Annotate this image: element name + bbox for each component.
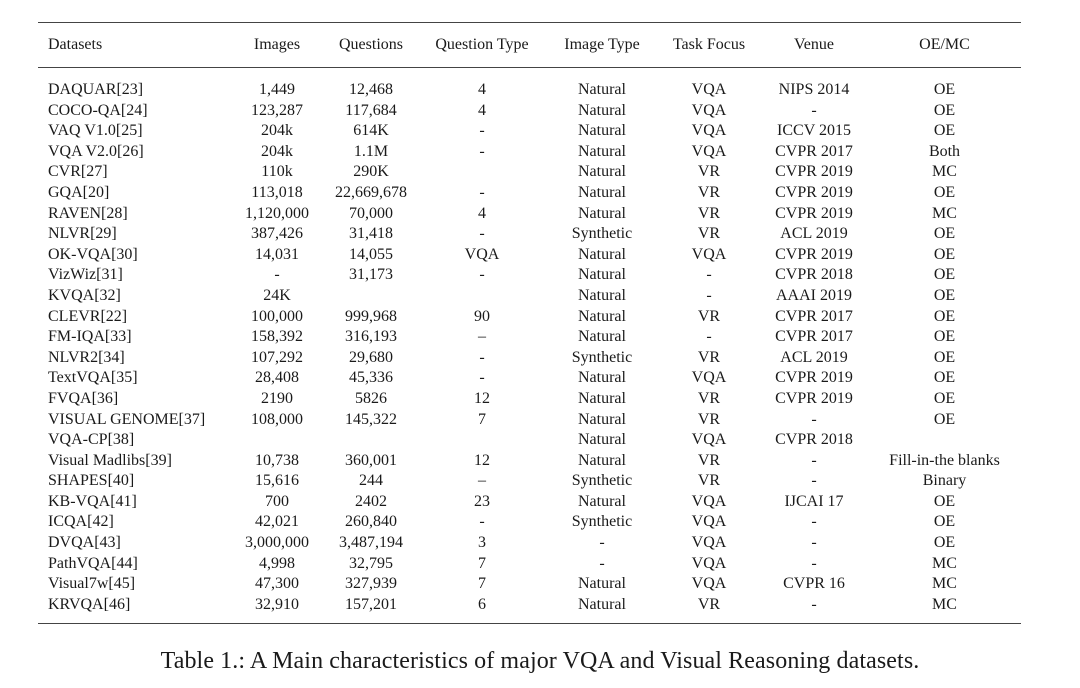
table-cell (868, 430, 1021, 451)
table-cell: 4 (478, 81, 486, 98)
table-cell: - (479, 225, 485, 243)
table-cell: VR (697, 183, 721, 201)
table-row (38, 574, 1021, 595)
table-cell: Natural (578, 410, 626, 428)
table-cell: - (479, 513, 485, 531)
table-row (38, 121, 1021, 142)
table-cell: OE (933, 348, 956, 366)
table-cell: CVPR 2019 (775, 183, 853, 201)
table-cell: Synthetic (571, 513, 633, 531)
table-cell: VAQ V1.0[25] (48, 122, 143, 140)
table-cell: DVQA[43] (48, 534, 121, 552)
table-body (38, 68, 1021, 624)
table-cell: Natural (578, 286, 626, 304)
table-row (38, 224, 1021, 245)
table-cell: 23 (474, 492, 490, 510)
table-cell: 2190 (261, 389, 293, 407)
table-cell: CVPR 2019 (775, 163, 853, 181)
table-cell: Natural (578, 204, 626, 222)
table-row (38, 348, 1021, 369)
table-cell: VQA (691, 142, 727, 160)
column-header: Image Type (564, 36, 640, 53)
table-row (38, 368, 1021, 389)
table-cell: - (274, 266, 280, 284)
table-cell: MC (932, 575, 957, 593)
table-row (38, 471, 1021, 492)
table-cell: - (479, 122, 485, 140)
table-cell: Natural (578, 245, 626, 263)
table-cell: Natural (578, 307, 626, 325)
table-cell: 1.1M (353, 142, 389, 160)
table-cell: 260,840 (345, 513, 397, 531)
table-cell: 6 (478, 595, 486, 613)
column-header: Questions (339, 36, 403, 53)
table-cell: ICCV 2015 (777, 122, 851, 140)
table-cell: Natural (578, 451, 626, 469)
table-cell: 22,669,678 (335, 183, 407, 201)
table-cell: AAAI 2019 (776, 286, 852, 304)
table-cell: Visual7w[45] (48, 575, 136, 593)
table-cell: VR (697, 451, 721, 469)
table-cell: OE (933, 389, 956, 407)
table-cell: 7 (478, 575, 486, 593)
table-row (38, 204, 1021, 225)
table-row (38, 389, 1021, 410)
table-cell: Visual Madlibs[39] (48, 451, 172, 469)
table-cell: CVPR 16 (783, 575, 845, 593)
table-cell: VQA (691, 245, 727, 263)
table-cell: Synthetic (571, 472, 633, 490)
table-cell: 7 (478, 410, 486, 428)
table-cell: 29,680 (349, 348, 393, 366)
table-row (38, 533, 1021, 554)
table-cell: CVPR 2019 (775, 369, 853, 387)
table-cell: RAVEN[28] (48, 204, 128, 222)
table-cell: 204k (261, 142, 293, 160)
table-cell: 387,426 (251, 225, 303, 243)
table-cell: 42,021 (255, 513, 299, 531)
table-header-row (38, 23, 1021, 68)
table-cell: 12,468 (349, 81, 393, 98)
table-cell: VizWiz[31] (48, 266, 123, 284)
table-cell: Natural (578, 575, 626, 593)
table-cell: CVR[27] (48, 163, 108, 181)
table-cell: - (479, 369, 485, 387)
table-cell: - (599, 554, 605, 572)
table-cell: - (811, 101, 817, 119)
table-cell: 70,000 (349, 204, 393, 222)
table-cell: VQA (691, 369, 727, 387)
table-row (38, 554, 1021, 575)
table-cell: 15,616 (255, 472, 299, 490)
table-cell: VQA (691, 554, 727, 572)
table-cell: VQA (691, 575, 727, 593)
column-header: Venue (794, 36, 834, 53)
table-cell: CVPR 2017 (775, 307, 853, 325)
table-cell: 204k (261, 122, 293, 140)
table-cell: 12 (474, 389, 490, 407)
table-row (38, 286, 1021, 307)
table-cell: FVQA[36] (48, 389, 119, 407)
table-cell: Natural (578, 122, 626, 140)
table-cell: OE (933, 513, 956, 531)
table-cell: NIPS 2014 (778, 81, 850, 98)
table-cell: MC (932, 204, 957, 222)
table-cell: OE (933, 286, 956, 304)
table-row (38, 410, 1021, 431)
table-cell: Natural (578, 266, 626, 284)
table-cell: CVPR 2018 (775, 431, 853, 449)
table-cell: 360,001 (345, 451, 397, 469)
table-cell (230, 430, 324, 451)
table-cell: OE (933, 307, 956, 325)
table-cell: - (479, 142, 485, 160)
table-caption: Table 1.: A Main characteristics of major VQA and Visual Reasoning datasets. (160, 648, 920, 674)
table-cell: - (811, 534, 817, 552)
table-cell: 1,449 (259, 81, 295, 98)
column-header: Task Focus (672, 36, 746, 53)
table-cell: OE (933, 410, 956, 428)
table-cell: KVQA[32] (48, 286, 121, 304)
table-cell: VQA (691, 81, 727, 98)
table-cell: 90 (474, 307, 490, 325)
table-cell: VR (697, 348, 721, 366)
table-cell: CVPR 2018 (775, 266, 853, 284)
table-row (38, 327, 1021, 348)
table-cell: 4 (478, 204, 486, 222)
table-cell: 7 (478, 554, 486, 572)
table-cell: 3,487,194 (339, 534, 403, 552)
table-cell: VR (697, 410, 721, 428)
table-cell: - (479, 266, 485, 284)
table-row (38, 307, 1021, 328)
table-cell: COCO-QA[24] (48, 101, 148, 119)
table-cell: 4 (478, 101, 486, 119)
column-header: Question Type (435, 36, 529, 53)
table-row (38, 162, 1021, 183)
table-cell (418, 430, 546, 451)
table-cell: KB-VQA[41] (48, 492, 137, 510)
table-cell: OK-VQA[30] (48, 245, 138, 263)
table-cell: VQA (691, 101, 727, 119)
table-cell: 117,684 (345, 101, 397, 119)
table-cell: 2402 (355, 492, 387, 510)
table-cell: OE (933, 122, 956, 140)
table-cell: 28,408 (255, 369, 299, 387)
table-cell: ACL 2019 (780, 348, 848, 366)
table-cell: 3,000,000 (245, 534, 309, 552)
table-cell: - (811, 554, 817, 572)
table-cell: 327,939 (345, 575, 397, 593)
table-cell: Natural (578, 81, 626, 98)
table-cell: FM-IQA[33] (48, 328, 132, 346)
table-cell: VR (697, 307, 721, 325)
table-cell: OE (933, 183, 956, 201)
table-cell (324, 430, 418, 451)
table-row (38, 492, 1021, 513)
table-cell: 45,336 (349, 369, 393, 387)
table-cell: 244 (359, 472, 383, 490)
table-cell: VR (697, 204, 721, 222)
table-row (38, 430, 1021, 451)
table-cell: VR (697, 225, 721, 243)
table-cell: 316,193 (345, 328, 397, 346)
table-cell: VR (697, 163, 721, 181)
table-cell: 31,418 (349, 225, 393, 243)
table-cell: Synthetic (571, 348, 633, 366)
table-cell: GQA[20] (48, 183, 110, 201)
table-cell: 32,910 (255, 595, 299, 613)
table-cell: - (811, 410, 817, 428)
table-cell: Natural (578, 431, 626, 449)
table-cell: CVPR 2019 (775, 204, 853, 222)
table-cell: IJCAI 17 (784, 492, 844, 510)
table-cell: Binary (922, 472, 967, 490)
table-row (38, 512, 1021, 533)
column-header: OE/MC (919, 36, 970, 53)
table-cell: OE (933, 101, 956, 119)
table-cell: Fill-in-the blanks (889, 451, 1000, 469)
table-cell: - (479, 183, 485, 201)
table-cell: TextVQA[35] (48, 369, 138, 387)
table-cell: 3 (478, 534, 486, 552)
table-cell: Natural (578, 163, 626, 181)
table-cell: 110k (261, 163, 293, 181)
table-cell: – (478, 328, 486, 346)
table-cell: 107,292 (251, 348, 303, 366)
table-cell: OE (933, 492, 956, 510)
table-cell: 12 (474, 451, 490, 469)
table-cell: OE (933, 245, 956, 263)
table-cell: Natural (578, 328, 626, 346)
table-cell: VQA (691, 431, 727, 449)
table-cell: OE (933, 328, 956, 346)
table-cell: - (706, 328, 712, 346)
table-cell: 158,392 (251, 328, 303, 346)
table-cell: CVPR 2019 (775, 389, 853, 407)
table-cell: 157,201 (345, 595, 397, 613)
table-cell: DAQUAR[23] (48, 81, 144, 98)
table-cell: 290K (353, 163, 389, 181)
table-cell: 700 (265, 492, 289, 510)
table-cell: Natural (578, 142, 626, 160)
table-cell: SHAPES[40] (48, 472, 135, 490)
table-cell: NLVR[29] (48, 225, 117, 243)
table-cell: 14,055 (349, 245, 393, 263)
table-row (38, 68, 1021, 101)
table-cell (418, 162, 546, 183)
table-cell: 4,998 (259, 554, 295, 572)
table-cell: OE (933, 81, 956, 98)
table-row (38, 183, 1021, 204)
table-cell: CVPR 2019 (775, 245, 853, 263)
table-cell: 999,968 (345, 307, 397, 325)
table-cell: VQA (691, 534, 727, 552)
table-cell (418, 286, 546, 307)
table-cell: Both (928, 142, 961, 160)
table-cell: 145,322 (345, 410, 397, 428)
table-cell: - (811, 513, 817, 531)
table-cell: Natural (578, 389, 626, 407)
table-cell: 31,173 (349, 266, 393, 284)
table-cell: VQA (691, 513, 727, 531)
table-cell: 1,120,000 (245, 204, 309, 222)
table-row (38, 265, 1021, 286)
table-cell: CVPR 2017 (775, 328, 853, 346)
table-cell: - (811, 595, 817, 613)
table-cell: OE (933, 266, 956, 284)
table-cell: CVPR 2017 (775, 142, 853, 160)
table-cell: - (706, 266, 712, 284)
column-header: Datasets (48, 36, 103, 53)
table-cell: MC (932, 595, 957, 613)
table-cell: 24K (263, 286, 291, 304)
table-cell: 614K (353, 122, 389, 140)
table-cell: OE (933, 225, 956, 243)
table-cell: ICQA[42] (48, 513, 114, 531)
table-cell: 14,031 (255, 245, 299, 263)
table-cell: OE (933, 534, 956, 552)
table-cell: 5826 (355, 389, 387, 407)
table-cell: 32,795 (349, 554, 393, 572)
column-header: Images (253, 36, 301, 53)
table-cell: Synthetic (571, 225, 633, 243)
table-cell: 123,287 (251, 101, 303, 119)
table-cell (324, 286, 418, 307)
table-cell: NLVR2[34] (48, 348, 125, 366)
table-cell: 47,300 (255, 575, 299, 593)
table-row (38, 245, 1021, 266)
table-cell: 113,018 (251, 183, 303, 201)
table-row (38, 451, 1021, 472)
table-cell: Natural (578, 183, 626, 201)
table-cell: VR (697, 472, 721, 490)
table-cell: 100,000 (251, 307, 303, 325)
table-cell: - (599, 534, 605, 552)
table-cell: OE (933, 369, 956, 387)
table-cell: VISUAL GENOME[37] (48, 410, 206, 428)
table-cell: VR (697, 595, 721, 613)
table-cell: VQA (691, 122, 727, 140)
table-cell: 108,000 (251, 410, 303, 428)
table-cell: VQA (464, 245, 500, 263)
table-cell: KRVQA[46] (48, 595, 131, 613)
table-cell: - (811, 472, 817, 490)
table-cell: VQA V2.0[26] (48, 142, 144, 160)
table-cell: - (706, 286, 712, 304)
table-row (38, 101, 1021, 122)
table-cell: Natural (578, 101, 626, 119)
table-cell: ACL 2019 (780, 225, 848, 243)
table-row (38, 142, 1021, 163)
table-cell: Natural (578, 595, 626, 613)
table-cell: VR (697, 389, 721, 407)
table-cell: - (479, 348, 485, 366)
table-cell: VQA (691, 492, 727, 510)
table-cell: Natural (578, 492, 626, 510)
table-cell: MC (932, 163, 957, 181)
table-cell: Natural (578, 369, 626, 387)
table-row (38, 595, 1021, 624)
datasets-table-container (38, 22, 1021, 624)
datasets-table (38, 22, 1021, 624)
table-cell: – (478, 472, 486, 490)
table-cell: VQA-CP[38] (48, 431, 135, 449)
table-cell: MC (932, 554, 957, 572)
table-cell: - (811, 451, 817, 469)
table-cell: 10,738 (255, 451, 299, 469)
table-cell: PathVQA[44] (48, 554, 138, 572)
table-cell: CLEVR[22] (48, 307, 128, 325)
